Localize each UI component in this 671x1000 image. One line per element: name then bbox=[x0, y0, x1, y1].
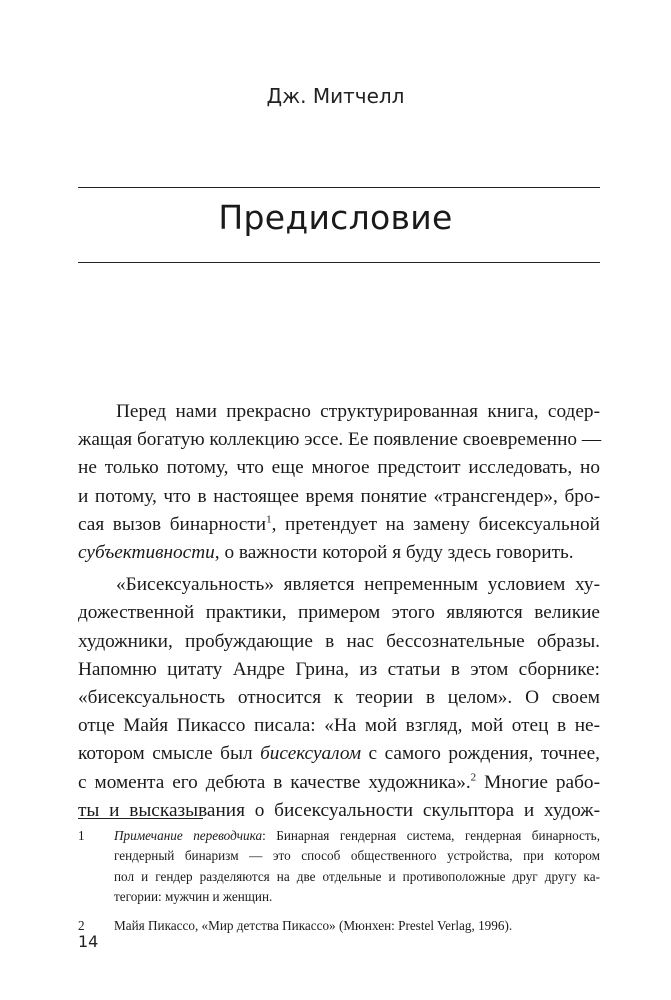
footnote-line: тегории: мужчин и женщин. bbox=[114, 888, 273, 904]
footnotes bbox=[78, 826, 600, 945]
footnote-line bbox=[114, 826, 600, 846]
text-line: отце Майя Пикассо писала: «На мой взгляд, мой отец в не- bbox=[78, 715, 600, 737]
text-segment: : Бинарная гендерная система, гендерная бинарность, bbox=[262, 828, 600, 843]
body-text bbox=[78, 398, 600, 825]
text-segment: котором смысле был bbox=[78, 743, 261, 765]
text-segment: Многие рабо- bbox=[476, 771, 600, 793]
text-line bbox=[78, 511, 600, 539]
text-segment: с самого рождения, точнее, bbox=[361, 743, 600, 765]
chapter-title: Предисловие bbox=[218, 198, 453, 237]
paragraph-1 bbox=[78, 398, 600, 567]
text-line: «Бисексуальность» является непременным условием ху- bbox=[116, 574, 600, 596]
title-rule-bottom bbox=[78, 262, 600, 263]
page-number: 14 bbox=[78, 932, 99, 951]
text-line: Напомню цитату Андре Грина, из статьи в этом сборнике: bbox=[78, 658, 600, 680]
footnote-ref-2: 2 bbox=[470, 771, 477, 784]
footnote-line: Майя Пикассо, «Мир детства Пикассо» (Мюнхен: Prestel Verlag, 1996). bbox=[114, 918, 513, 934]
text-line: дожественной практики, примером этого являются великие bbox=[78, 602, 600, 624]
text-line: не только потому, что еще многое предстоит исследовать, но bbox=[78, 457, 600, 479]
text-segment: , претендует на замену бисексуальной bbox=[271, 513, 600, 535]
footnote-separator bbox=[78, 818, 203, 819]
footnote-1 bbox=[78, 826, 600, 907]
title-rule-top bbox=[78, 187, 600, 188]
text-segment: сая вызов бинарности bbox=[78, 513, 267, 535]
running-header-author: Дж. Митчелл bbox=[266, 84, 405, 108]
text-line: ты и высказывания о бисексуальности скульптора и худож- bbox=[78, 799, 600, 821]
text-line bbox=[78, 740, 600, 768]
text-segment: , о важности которой я буду здесь говорить. bbox=[214, 542, 574, 564]
footnote-2 bbox=[78, 916, 600, 936]
text-line: художники, пробуждающие в нас бессознательные образы. bbox=[78, 630, 600, 652]
text-line: жащая богатую коллекцию эссе. Ее появление своевременно — bbox=[78, 429, 602, 451]
footnote-ref-1: 1 bbox=[266, 513, 272, 526]
text-line bbox=[78, 769, 600, 797]
text-segment: с момента его дебюта в качестве художника». bbox=[78, 771, 471, 793]
emphasis-text: бисексуалом bbox=[260, 743, 362, 765]
paragraph-2 bbox=[78, 571, 600, 825]
footnote-number: 1 bbox=[78, 828, 85, 843]
footnote-line: гендерный бинаризм — это способ общественного устройства, при котором bbox=[114, 848, 600, 864]
text-line bbox=[78, 539, 600, 567]
footnote-line: пол и гендер разделяются на две отдельные и противоположные друг другу ка- bbox=[114, 868, 600, 884]
text-line: Перед нами прекрасно структурированная книга, содер- bbox=[116, 401, 600, 422]
text-line: «бисексуальность относится к теории в целом». О своем bbox=[78, 687, 600, 709]
footnote-number: 2 bbox=[78, 918, 85, 934]
emphasis-text: субъективности bbox=[78, 542, 215, 564]
text-line: и потому, что в настоящее время понятие «трансгендер», бро- bbox=[78, 485, 600, 507]
footnote-label: Примечание переводчика bbox=[114, 828, 263, 843]
